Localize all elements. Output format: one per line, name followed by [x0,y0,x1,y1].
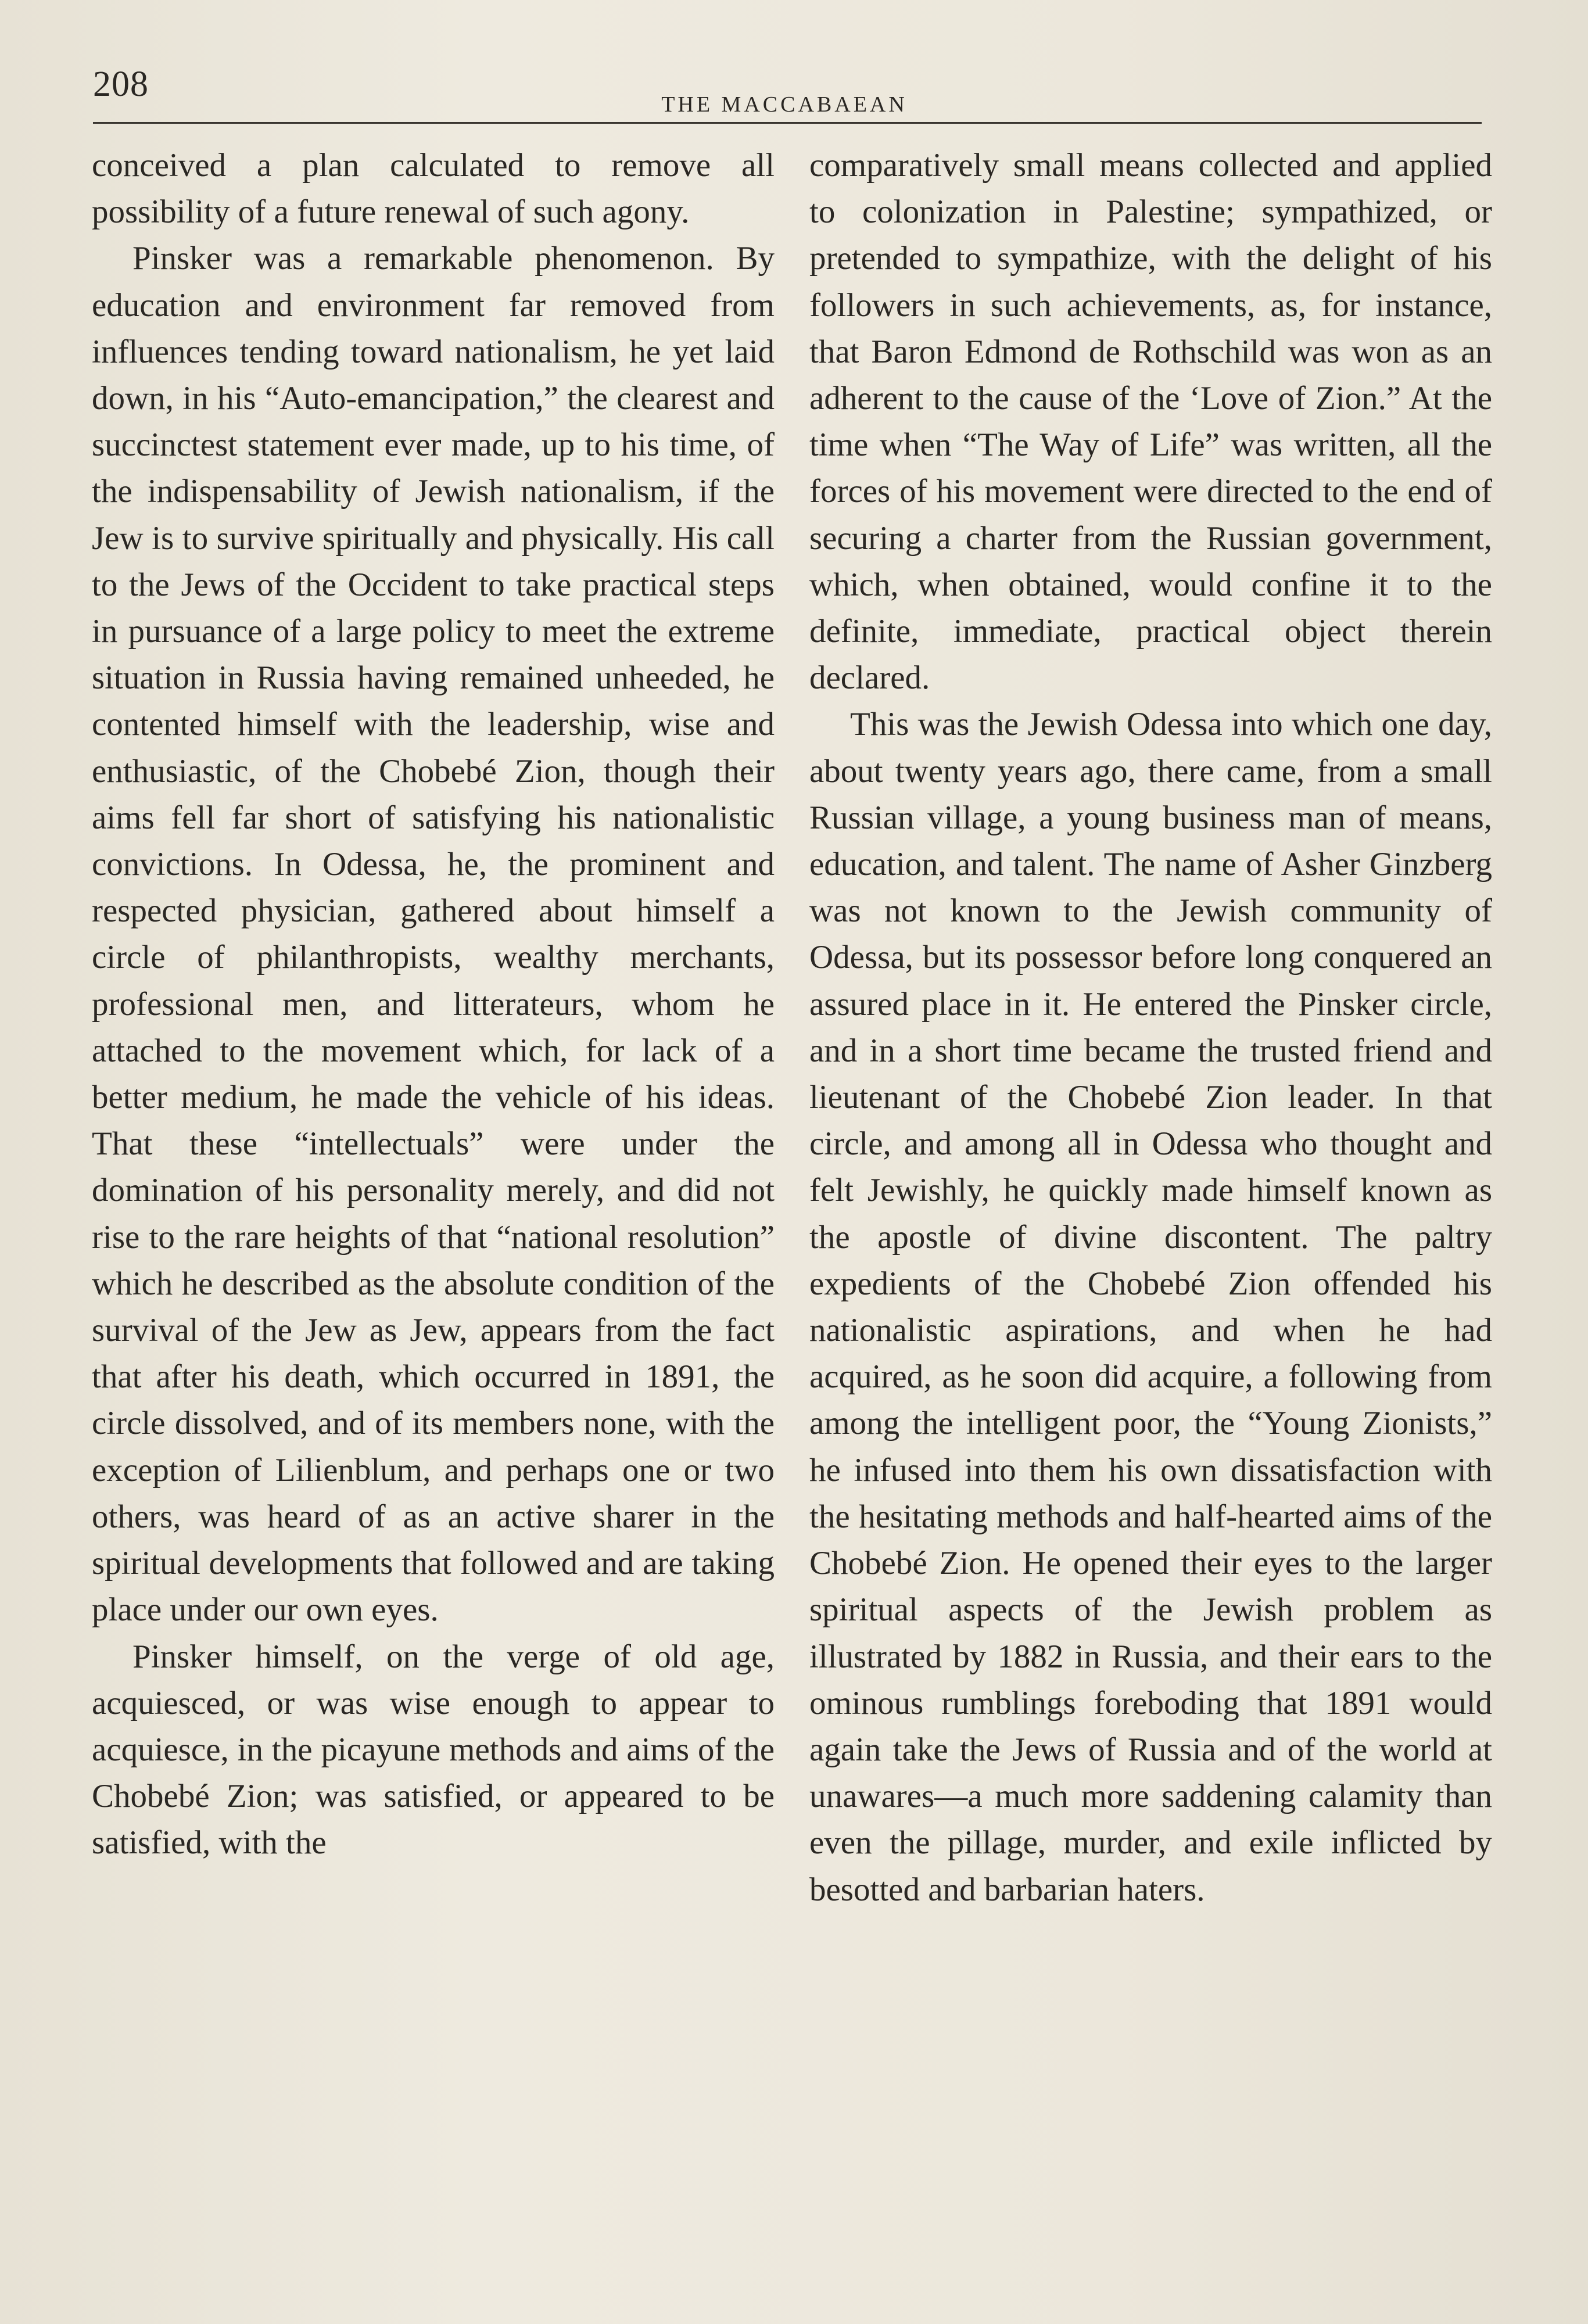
left-paragraph-2: Pinsker was a remarkable phenomenon. By education and environment far removed from influences tending toward nationalism, he yet laid down, in his “Auto-emancipation,” the clearest and succinctest statement ever made, up to his time, of the indispensability of Jewish nationalism, if the Jew is to survive spiritually and physically. His call to the Jews of the Occident to take practical steps in pursuance of a large policy to meet the extreme situation in Russia having remained unheeded, he contented himself with the leadership, wise and enthusiastic, of the Chobebé Zion, though their aims fell far short of satisfying his nationalistic convictions. In Odessa, he, the prominent and respected physician, gathered about himself a circle of philanthropists, wealthy merchants, professional men, and litterateurs, whom he attached to the movement which, for lack of a better medium, he made the vehicle of his ideas. That these “intellectuals” were under the domination of his personality merely, and did not rise to the rare heights of that “national resolution” which he described as the absolute condition of the survival of the Jew as Jew, appears from the fact that after his death, which occurred in 1891, the circle dissolved, and of its members none, with the exception of Lilienblum, and perhaps one or two others, was heard of as an active sharer in the spiritual developments that followed and are taking place under our own eyes. [92,240,775,1629]
left-paragraph-3: Pinsker himself, on the verge of old age, acquiesced, or was wise enough to appear to acquiesce, in the picayune methods and aims of the Chobebé Zion; was satisfied, or appeared to be satisfied, with the [92,1638,775,1862]
page-number: 208 [93,64,149,104]
right-column [809,142,1492,1913]
left-column [92,142,775,1867]
right-paragraph-1: comparatively small means collected and applied to colonization in Palestine; sympathized, or pretended to sympathize, with the delight of his followers in such achievements, as, for instance, that Baron Edmond de Rothschild was won as an adherent to the cause of the ‘Love of Zion.” At the time when “The Way of Life” was written, all the forces of his movement were directed to the end of securing a charter from the Russian government, which, when obtained, would confine it to the definite, immediate, practical object therein declared. [809,147,1492,697]
page-header [87,64,1482,128]
right-paragraph-2: This was the Jewish Odessa into which one day, about twenty years ago, there came, from a small Russian village, a young business man of means, education, and talent. The name of Asher Ginzberg was not known to the Jewish community of Odessa, but its possessor before long conquered an assured place in it. He entered the Pinsker circle, and in a short time became the trusted friend and lieutenant of the Chobebé Zion leader. In that circle, and among all in Odessa who thought and felt Jewishly, he quickly made himself known as the apostle of divine discontent. The paltry expedients of the Chobebé Zion offended his nationalistic aspirations, and when he had acquired, as he soon did acquire, a following from among the intelligent poor, the “Young Zionists,” he infused into them his own dissatisfaction with the hesitating methods and half-hearted aims of the Chobebé Zion. He opened their eyes to the larger spiritual aspects of the Jewish problem as illustrated by 1882 in Russia, and their ears to the ominous rumblings foreboding that 1891 would again take the Jews of Russia and of the world at unawares—a much more saddening calamity than even the pillage, murder, and exile inflicted by besotted and barbarian haters. [809,706,1492,1908]
header-rule [93,122,1482,124]
running-title: THE MACCABAEAN [661,92,908,117]
left-paragraph-1: conceived a plan calculated to remove all possibility of a future renewal of such agony. [92,147,775,231]
